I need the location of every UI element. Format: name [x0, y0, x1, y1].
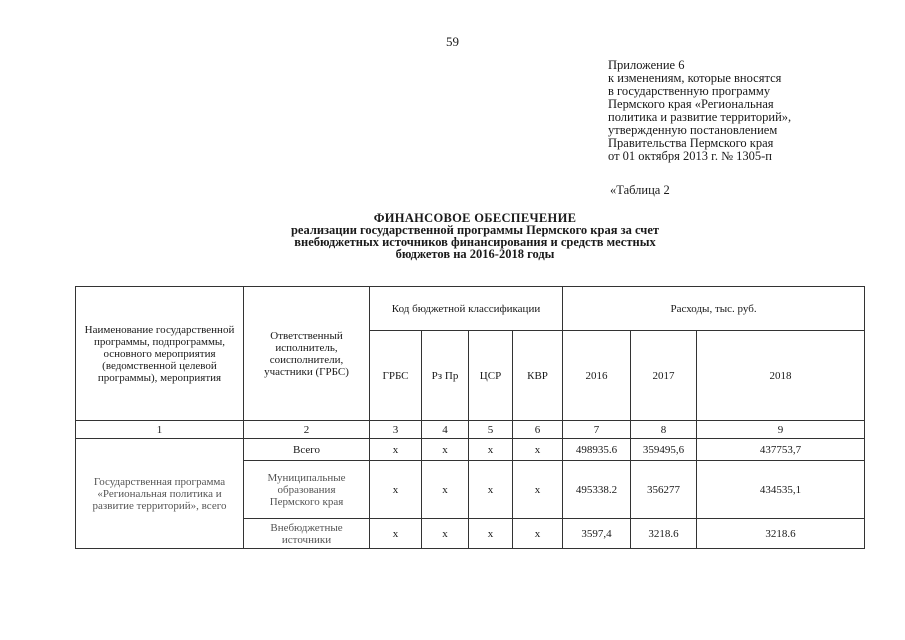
- appendix-line: в государственную программу: [608, 84, 771, 98]
- header-grbs: ГРБС: [370, 331, 422, 421]
- financing-table: [75, 286, 865, 549]
- column-number: 3: [370, 421, 422, 439]
- value-2017-cell: 356277: [631, 461, 697, 519]
- document-title: [220, 212, 730, 260]
- value-2018-cell: 437753,7: [697, 439, 865, 461]
- header-row: [76, 287, 865, 331]
- header-2017: 2017: [631, 331, 697, 421]
- column-number: 1: [76, 421, 244, 439]
- appendix-line: от 01 октября 2013 г. № 1305-п: [608, 149, 772, 163]
- rzpr-cell: х: [422, 461, 469, 519]
- value-2017-cell: 3218.6: [631, 519, 697, 549]
- column-number: 8: [631, 421, 697, 439]
- column-number: 5: [469, 421, 513, 439]
- grbs-cell: х: [370, 519, 422, 549]
- header-csr: ЦСР: [469, 331, 513, 421]
- header-kvr: КВР: [513, 331, 563, 421]
- table-row: [76, 439, 865, 461]
- value-2016-cell: 3597,4: [563, 519, 631, 549]
- header-2018: 2018: [697, 331, 865, 421]
- column-number: 2: [244, 421, 370, 439]
- appendix-line: Правительства Пермского края: [608, 136, 774, 150]
- page-number: 59: [446, 34, 459, 49]
- appendix-line: политика и развитие территорий»,: [608, 110, 792, 124]
- csr-cell: х: [469, 519, 513, 549]
- header-budget-code: Код бюджетной классификации: [370, 287, 563, 331]
- header-2016: 2016: [563, 331, 631, 421]
- title-subline: внебюджетных источников финансирования и средств местных: [294, 235, 656, 249]
- rzpr-cell: х: [422, 519, 469, 549]
- value-2016-cell: 498935.6: [563, 439, 631, 461]
- participant-cell: Всего: [244, 439, 370, 461]
- appendix-line: к изменениям, которые вносятся: [608, 71, 782, 85]
- value-2016-cell: 495338.2: [563, 461, 631, 519]
- appendix-line: Пермского края «Региональная: [608, 97, 774, 111]
- grbs-cell: х: [370, 439, 422, 461]
- kvr-cell: х: [513, 461, 563, 519]
- column-number: 4: [422, 421, 469, 439]
- title-subline: бюджетов на 2016-2018 годы: [395, 247, 555, 261]
- participant-cell: Муниципальные образования Пермского края: [244, 461, 370, 519]
- csr-cell: х: [469, 461, 513, 519]
- column-number-row: [76, 421, 865, 439]
- participant-cell: Внебюджетные источники: [244, 519, 370, 549]
- program-name-cell: Государственная программа «Региональная политика и развитие территорий», всего: [76, 439, 244, 549]
- appendix-line: утвержденную постановлением: [608, 123, 778, 137]
- header-name: Наименование государственной программы, подпрограммы, основного мероприятия (ведомственной целевой программы), мероприятия: [76, 287, 244, 421]
- value-2018-cell: 434535,1: [697, 461, 865, 519]
- title-subline: реализации государственной программы Пермского края за счет: [290, 223, 660, 237]
- appendix-block: [608, 59, 791, 163]
- kvr-cell: х: [513, 519, 563, 549]
- csr-cell: х: [469, 439, 513, 461]
- rzpr-cell: х: [422, 439, 469, 461]
- kvr-cell: х: [513, 439, 563, 461]
- table-label: «Таблица 2: [610, 183, 670, 197]
- header-rzpr: Рз Пр: [422, 331, 469, 421]
- header-responsible: Ответственный исполнитель, соисполнители, участники (ГРБС): [244, 287, 370, 421]
- column-number: 9: [697, 421, 865, 439]
- value-2018-cell: 3218.6: [697, 519, 865, 549]
- grbs-cell: х: [370, 461, 422, 519]
- title-main: ФИНАНСОВОЕ ОБЕСПЕЧЕНИЕ: [373, 211, 577, 225]
- header-expenses: Расходы, тыс. руб.: [563, 287, 865, 331]
- column-number: 6: [513, 421, 563, 439]
- column-number: 7: [563, 421, 631, 439]
- value-2017-cell: 359495,6: [631, 439, 697, 461]
- appendix-line: Приложение 6: [608, 58, 685, 72]
